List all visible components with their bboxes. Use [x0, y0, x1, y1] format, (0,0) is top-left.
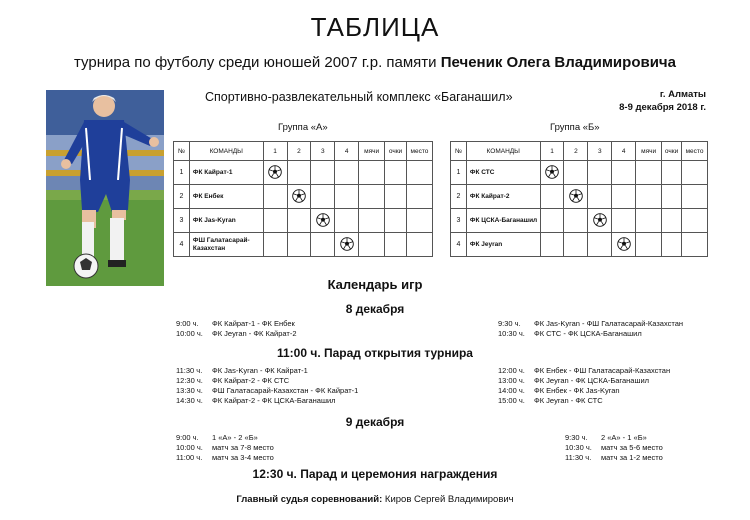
goals-cell	[359, 233, 385, 257]
match-item	[176, 433, 274, 443]
goals-cell	[359, 185, 385, 209]
match-item	[498, 386, 670, 396]
soccer-ball-icon	[545, 165, 559, 179]
team-name: ФК СТС	[466, 161, 540, 185]
place-cell	[406, 233, 432, 257]
team-number: 3	[451, 209, 467, 233]
match-item	[565, 453, 663, 463]
match-item	[565, 433, 663, 443]
result-cell	[564, 161, 588, 185]
goals-cell	[359, 209, 385, 233]
match-item	[498, 396, 670, 406]
soccer-ball-icon	[292, 189, 306, 203]
team-number: 2	[174, 185, 190, 209]
match-time: 10:30 ч.	[565, 443, 592, 452]
group-a-table	[173, 141, 433, 257]
result-cell	[311, 161, 335, 185]
match-time: 9:00 ч.	[176, 433, 199, 442]
venue: Спортивно-развлекательный комплекс «Баганашил»	[205, 90, 513, 104]
result-cell	[311, 185, 335, 209]
points-cell	[662, 161, 682, 185]
place-cell	[406, 209, 432, 233]
chief-referee	[0, 494, 750, 505]
match-item	[498, 376, 670, 386]
points-cell	[662, 209, 682, 233]
result-cell	[612, 233, 636, 257]
day1-block2-right	[498, 366, 670, 406]
soccer-ball-icon	[340, 237, 354, 251]
column-header: №	[451, 142, 467, 161]
goals-cell	[636, 185, 662, 209]
match-text: ФК Кайрат-2 - ФК ЦСКА-Баганашил	[212, 396, 336, 405]
day1-block1-right	[498, 319, 683, 339]
result-cell	[287, 161, 311, 185]
match-item	[176, 443, 274, 453]
result-cell	[564, 209, 588, 233]
result-cell	[263, 185, 287, 209]
match-item	[498, 329, 683, 339]
result-cell	[564, 233, 588, 257]
team-number: 1	[451, 161, 467, 185]
match-text: ФК Кайрат-1 - ФК Енбек	[212, 319, 295, 328]
place-cell	[682, 209, 708, 233]
result-cell	[564, 185, 588, 209]
column-header: КОМАНДЫ	[466, 142, 540, 161]
match-time: 9:30 ч.	[498, 319, 521, 328]
column-header: 1	[263, 142, 287, 161]
match-time: 10:00 ч.	[176, 443, 203, 452]
table-header-row	[174, 142, 433, 161]
result-cell	[612, 161, 636, 185]
match-text: ФШ Галатасарай-Казахстан - ФК Кайрат-1	[212, 386, 359, 395]
result-cell	[287, 209, 311, 233]
match-time: 11:30 ч.	[176, 366, 203, 375]
team-number: 4	[451, 233, 467, 257]
team-name: ФК Енбек	[189, 185, 263, 209]
column-header: 4	[335, 142, 359, 161]
result-cell	[311, 209, 335, 233]
result-cell	[287, 185, 311, 209]
match-text: матч за 1-2 место	[601, 453, 663, 462]
match-item	[498, 366, 670, 376]
team-name: ФК Jas-Kyran	[189, 209, 263, 233]
soccer-ball-icon	[593, 213, 607, 227]
subtitle-name: Печеник Олега Владимировича	[440, 54, 676, 71]
match-item	[176, 376, 358, 386]
points-cell	[385, 185, 407, 209]
result-cell	[612, 209, 636, 233]
match-item	[176, 386, 358, 396]
points-cell	[385, 233, 407, 257]
match-time: 9:00 ч.	[176, 319, 199, 328]
column-header: место	[406, 142, 432, 161]
table-row	[451, 161, 708, 185]
day1-block2-left	[176, 366, 358, 406]
group-b-label: Группа «Б»	[550, 122, 600, 133]
table-row	[451, 209, 708, 233]
match-text: ФК Jeyran - ФК ЦСКА-Баганашил	[534, 376, 650, 385]
page-subtitle	[0, 54, 750, 71]
page-title: ТАБЛИЦА	[310, 12, 440, 42]
column-header: мячи	[359, 142, 385, 161]
column-header: 1	[540, 142, 564, 161]
points-cell	[385, 209, 407, 233]
team-number: 2	[451, 185, 467, 209]
column-header: КОМАНДЫ	[189, 142, 263, 161]
place-cell	[682, 185, 708, 209]
column-header: место	[682, 142, 708, 161]
column-header: очки	[385, 142, 407, 161]
match-time: 14:30 ч.	[176, 396, 203, 405]
match-time: 10:00 ч.	[176, 329, 203, 338]
group-b-table	[450, 141, 708, 257]
result-cell	[263, 209, 287, 233]
match-time: 13:30 ч.	[176, 386, 203, 395]
match-text: ФК СТС - ФК ЦСКА-Баганашил	[534, 329, 642, 338]
place-cell	[682, 161, 708, 185]
result-cell	[588, 233, 612, 257]
day1-title: 8 декабря	[345, 302, 405, 316]
coach-photo	[46, 90, 164, 286]
match-time: 11:00 ч.	[176, 453, 203, 462]
team-number: 3	[174, 209, 190, 233]
match-text: ФК Енбек - ФК Jas-Kyran	[534, 386, 620, 395]
place-cell	[682, 233, 708, 257]
match-text: ФК Кайрат-2 - ФК СТС	[212, 376, 290, 385]
city: г. Алматы	[659, 89, 706, 100]
table-row	[451, 233, 708, 257]
day1-block1-left	[176, 319, 297, 339]
match-time: 12:30 ч.	[176, 376, 203, 385]
referee-label: Главный судья соревнований:	[236, 494, 383, 505]
match-text: 2 «А» - 1 «Б»	[601, 433, 647, 442]
result-cell	[335, 161, 359, 185]
result-cell	[540, 209, 564, 233]
result-cell	[263, 233, 287, 257]
goals-cell	[636, 161, 662, 185]
day2-left	[176, 433, 274, 463]
match-time: 10:30 ч.	[498, 329, 525, 338]
team-name: ФК ЦСКА-Баганашил	[466, 209, 540, 233]
calendar-title: Календарь игр	[327, 277, 423, 292]
column-header: очки	[662, 142, 682, 161]
column-header: мячи	[636, 142, 662, 161]
soccer-ball-icon	[316, 213, 330, 227]
match-item	[176, 396, 358, 406]
table-header-row	[451, 142, 708, 161]
soccer-ball-icon	[569, 189, 583, 203]
result-cell	[335, 209, 359, 233]
result-cell	[311, 233, 335, 257]
soccer-ball-icon	[268, 165, 282, 179]
table-row	[174, 161, 433, 185]
match-time: 14:00 ч.	[498, 386, 525, 395]
goals-cell	[636, 233, 662, 257]
match-time: 13:00 ч.	[498, 376, 525, 385]
match-item	[176, 319, 297, 329]
points-cell	[662, 233, 682, 257]
column-header: 3	[588, 142, 612, 161]
goals-cell	[636, 209, 662, 233]
table-row	[451, 185, 708, 209]
column-header: 2	[564, 142, 588, 161]
day2-title: 9 декабря	[345, 415, 405, 429]
points-cell	[385, 161, 407, 185]
event-dates: 8-9 декабря 2018 г.	[619, 102, 706, 113]
result-cell	[540, 233, 564, 257]
result-cell	[287, 233, 311, 257]
soccer-ball-icon	[617, 237, 631, 251]
place-cell	[406, 161, 432, 185]
match-time: 11:30 ч.	[565, 453, 592, 462]
points-cell	[662, 185, 682, 209]
match-text: матч за 3-4 место	[212, 453, 274, 462]
match-text: ФК Енбек - ФШ Галатасарай-Казахстан	[534, 366, 671, 375]
team-name: ФК Jeyran	[466, 233, 540, 257]
result-cell	[335, 233, 359, 257]
team-name: ФК Кайрат-2	[466, 185, 540, 209]
result-cell	[588, 209, 612, 233]
match-text: 1 «А» - 2 «Б»	[212, 433, 258, 442]
referee-name: Киров Сергей Владимирович	[384, 494, 514, 505]
match-item	[176, 366, 358, 376]
column-header: 3	[311, 142, 335, 161]
result-cell	[540, 185, 564, 209]
match-text: ФК Jeyran - ФК СТС	[534, 396, 603, 405]
group-a-label: Группа «А»	[278, 122, 328, 133]
result-cell	[588, 185, 612, 209]
team-number: 4	[174, 233, 190, 257]
match-item	[565, 443, 663, 453]
team-number: 1	[174, 161, 190, 185]
match-item	[176, 329, 297, 339]
match-text: матч за 5-6 место	[601, 443, 663, 452]
match-text: ФК Jas-Kyran - ФК Кайрат-1	[212, 366, 308, 375]
place-cell	[406, 185, 432, 209]
day2-right	[565, 433, 663, 463]
match-text: ФК Jeyran - ФК Кайрат-2	[212, 329, 297, 338]
team-name: ФК Кайрат-1	[189, 161, 263, 185]
opening-parade: 11:00 ч. Парад открытия турнира	[277, 346, 473, 360]
column-header: №	[174, 142, 190, 161]
table-row	[174, 185, 433, 209]
result-cell	[588, 161, 612, 185]
match-text: ФК Jas-Kyran - ФШ Галатасарай-Казахстан	[534, 319, 684, 328]
table-row	[174, 209, 433, 233]
result-cell	[263, 161, 287, 185]
award-ceremony: 12:30 ч. Парад и церемония награждения	[252, 467, 498, 481]
column-header: 4	[612, 142, 636, 161]
result-cell	[612, 185, 636, 209]
team-name: ФШ Галатасарай-Казахстан	[189, 233, 263, 257]
match-text: матч за 7-8 место	[212, 443, 274, 452]
column-header: 2	[287, 142, 311, 161]
table-row	[174, 233, 433, 257]
match-time: 15:00 ч.	[498, 396, 525, 405]
subtitle-prefix: турнира по футболу среди юношей 2007 г.р. памяти	[74, 54, 437, 71]
match-time: 9:30 ч.	[565, 433, 588, 442]
result-cell	[335, 185, 359, 209]
match-time: 12:00 ч.	[498, 366, 525, 375]
goals-cell	[359, 161, 385, 185]
result-cell	[540, 161, 564, 185]
match-item	[498, 319, 683, 329]
location-date	[600, 88, 706, 114]
match-item	[176, 453, 274, 463]
